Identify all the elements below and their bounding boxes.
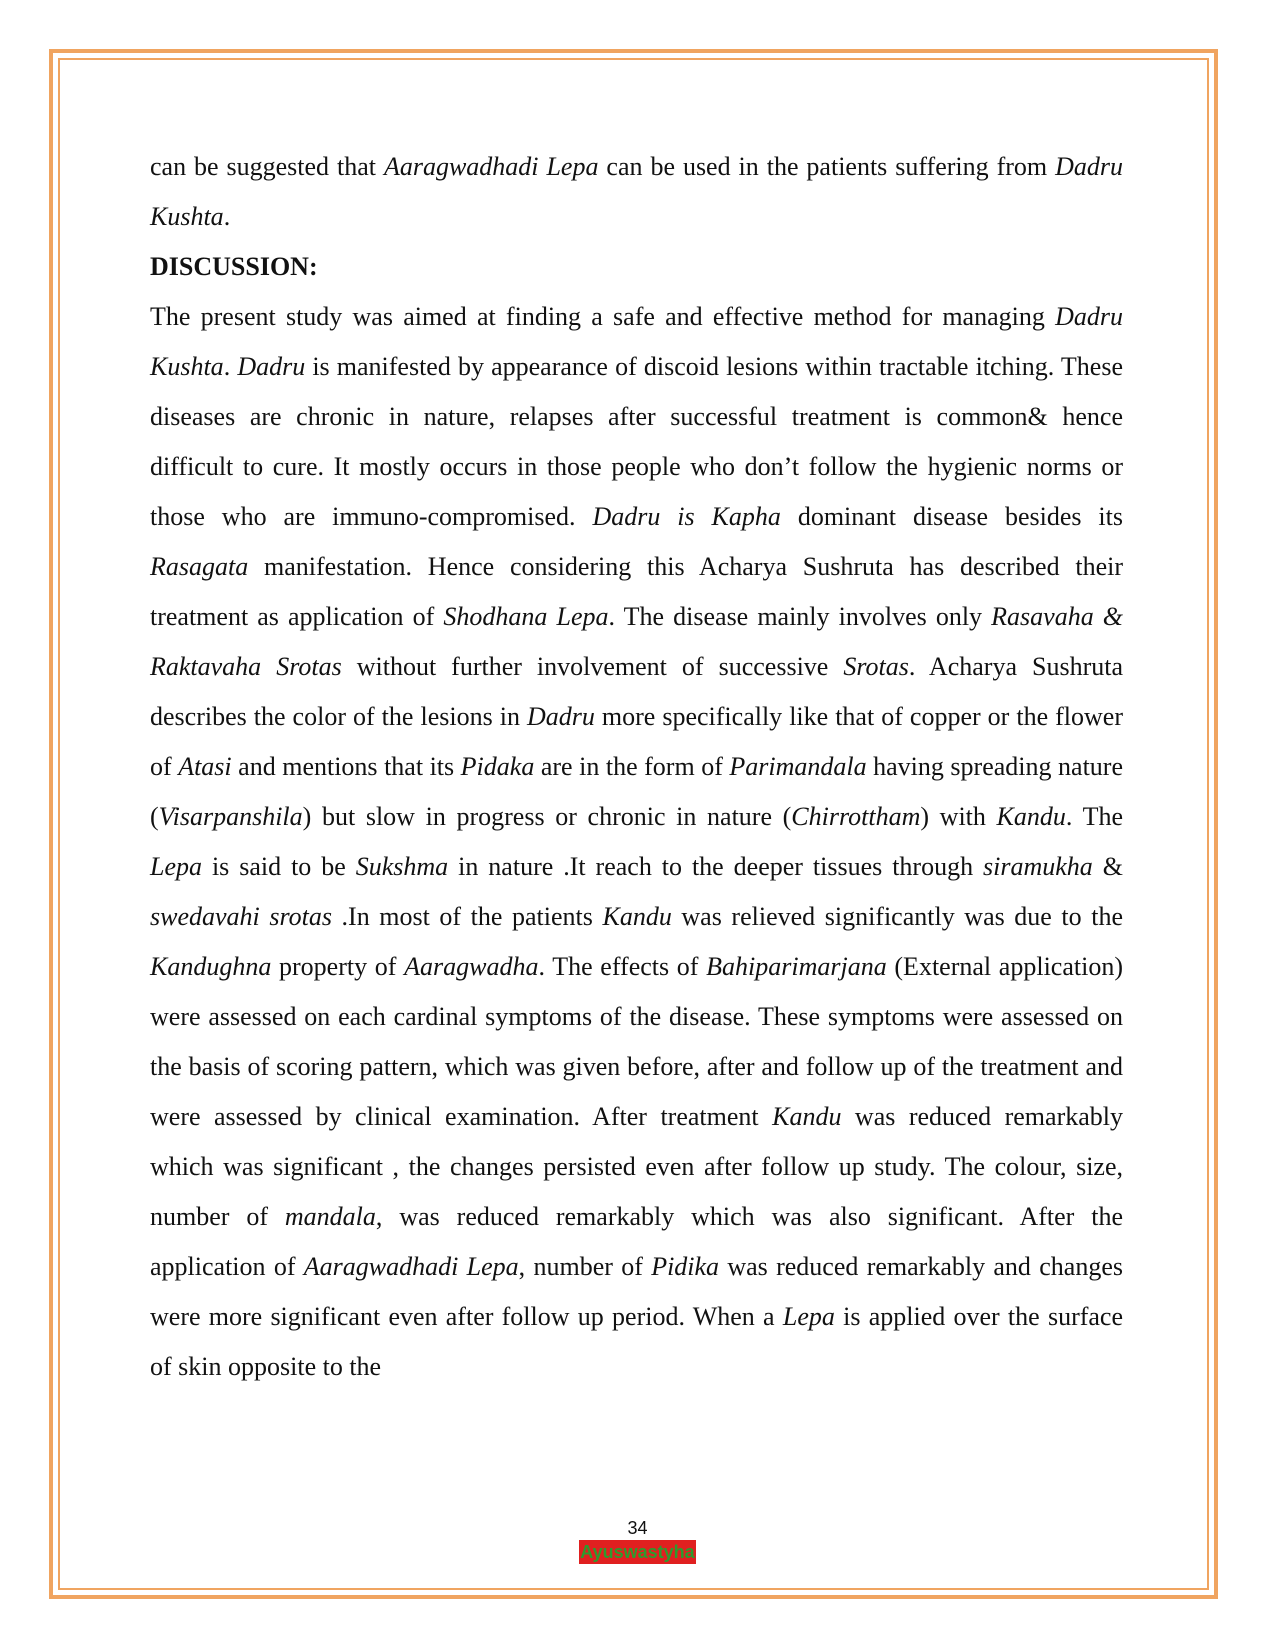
italic-term: Visarpanshila bbox=[158, 802, 303, 831]
italic-term: Pidika bbox=[651, 1252, 720, 1281]
text-run: was reduced remarkably and changes were more significant even after follow up period. When a bbox=[150, 1252, 1123, 1331]
page-content bbox=[150, 142, 1123, 1392]
italic-term: Rasavaha & Raktavaha Srotas bbox=[150, 602, 1124, 681]
text-run: is said to be bbox=[202, 852, 356, 881]
italic-term: swedavahi srotas bbox=[150, 902, 332, 931]
italic-term: Atasi bbox=[178, 752, 232, 781]
italic-term: Dadru bbox=[526, 702, 595, 731]
text-run: . The effects of bbox=[538, 952, 707, 981]
text-run: . Acharya Sushruta describes the color of the lesions in bbox=[150, 652, 1123, 731]
journal-brand-label: Ayuswastyha bbox=[580, 1542, 695, 1562]
text-run: .In most of the patients bbox=[331, 902, 603, 931]
text-run: , was reduced remarkably which was also significant. After the application of bbox=[150, 1202, 1123, 1281]
text-run: property of bbox=[271, 952, 405, 981]
italic-term: Dadru Kushta bbox=[150, 152, 1123, 231]
italic-term: Kandu bbox=[772, 1102, 842, 1131]
text-run: (External application) were assessed on each cardinal symptoms of the disease. These symptoms were assessed on the basis of scoring pattern, which was given before, after and follow up of the treatment and were assessed by clinical examination. After treatment bbox=[150, 952, 1123, 1131]
italic-term: Dadru bbox=[237, 352, 306, 381]
discussion-paragraph bbox=[150, 292, 1123, 1392]
text-run: are in the form of bbox=[534, 752, 730, 781]
text-run: ) with bbox=[920, 802, 997, 831]
text-run: can be used in the patients suffering from bbox=[598, 152, 1056, 181]
italic-term: Aaragwadha bbox=[404, 952, 539, 981]
text-run: is applied over the surface of skin opposite to the bbox=[150, 1302, 1124, 1381]
text-run: is manifested by appearance of discoid lesions within tractable itching. These diseases are chronic in nature, relapses after successful treatment is common& hence difficult to cure. It mostly occurs in those people who don’t follow the hygienic norms or those who are immuno-compromised. bbox=[150, 352, 1124, 531]
text-run: dominant disease besides its bbox=[780, 502, 1123, 531]
text-run: was reduced remarkably which was significant , the changes persisted even after follow up study. The colour, size, number of bbox=[150, 1102, 1123, 1231]
text-run: ) but slow in progress or chronic in nature ( bbox=[302, 802, 792, 831]
italic-term: Lepa bbox=[150, 852, 202, 881]
italic-term: mandala bbox=[284, 1202, 376, 1231]
italic-term: siramukha bbox=[983, 852, 1093, 881]
italic-term: Bahiparimarjana bbox=[706, 952, 887, 981]
text-run: was relieved significantly was due to the bbox=[671, 902, 1123, 931]
italic-term: Pidaka bbox=[460, 752, 535, 781]
italic-term: Aaragwadhadi Lepa bbox=[303, 1252, 519, 1281]
text-run: . bbox=[223, 352, 238, 381]
text-run: more specifically like that of copper or the flower of bbox=[150, 702, 1123, 781]
footer-brand-container bbox=[0, 1540, 1275, 1564]
text-run: & bbox=[1092, 852, 1123, 881]
italic-term: Dadru Kushta bbox=[150, 302, 1123, 381]
text-run: . The bbox=[1065, 802, 1123, 831]
text-run: . The disease mainly involves only bbox=[608, 602, 992, 631]
text-run: The present study was aimed at finding a safe and effective method for managing bbox=[150, 302, 1056, 331]
section-heading: DISCUSSION: bbox=[150, 252, 318, 281]
italic-term: Kandughna bbox=[150, 952, 272, 981]
text-run: can be suggested that bbox=[150, 152, 384, 181]
text-run: and mentions that its bbox=[231, 752, 461, 781]
italic-term: Shodhana Lepa bbox=[443, 602, 609, 631]
text-run: , number of bbox=[518, 1252, 652, 1281]
italic-term: Kandu bbox=[602, 902, 672, 931]
italic-term: Aaragwadhadi Lepa bbox=[383, 152, 599, 181]
italic-term: Parimandala bbox=[729, 752, 867, 781]
text-run: . bbox=[223, 202, 231, 231]
intro-paragraph bbox=[150, 142, 1123, 242]
italic-term: Rasagata bbox=[150, 552, 249, 581]
text-run: without further involvement of successive bbox=[341, 652, 844, 681]
italic-term: Sukshma bbox=[355, 852, 449, 881]
text-run: in nature .It reach to the deeper tissues through bbox=[448, 852, 984, 881]
italic-term: Lepa bbox=[782, 1302, 835, 1331]
italic-term: Dadru is Kapha bbox=[592, 502, 781, 531]
page-number: 34 bbox=[627, 1518, 648, 1538]
italic-term: Srotas bbox=[843, 652, 909, 681]
italic-term: Chirrottham bbox=[791, 802, 921, 831]
italic-term: Kandu bbox=[996, 802, 1066, 831]
text-run: manifestation. Hence considering this Acharya Sushruta has described their treatment as application of bbox=[150, 552, 1123, 631]
text-run: having spreading nature ( bbox=[150, 752, 1123, 831]
